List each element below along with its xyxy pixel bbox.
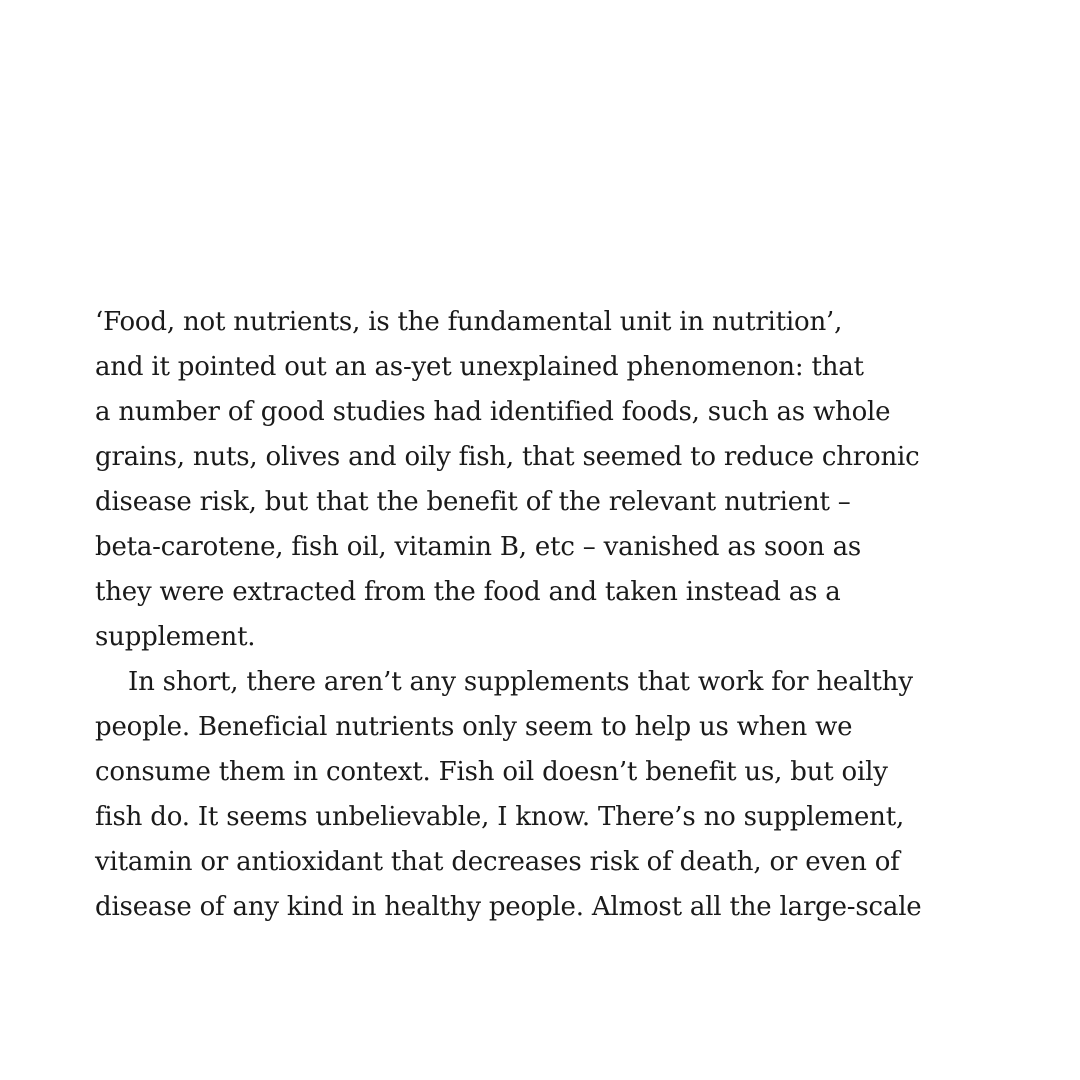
paragraph-line: beta-carotene, fish oil, vitamin B, etc – vanished as soon as bbox=[95, 532, 862, 562]
paragraph-line: people. Beneficial nutrients only seem to help us when we bbox=[95, 712, 853, 742]
paragraph-line: and it pointed out an as-yet unexplained phenomenon: that bbox=[95, 352, 864, 382]
paragraph-line: consume them in context. Fish oil doesn’t benefit us, but oily bbox=[95, 757, 888, 787]
paragraph-line: supplement. bbox=[95, 622, 256, 652]
paragraph-line: vitamin or antioxidant that decreases risk of death, or even of bbox=[95, 847, 900, 877]
paragraph-line: a number of good studies had identified foods, such as whole bbox=[95, 397, 891, 427]
paragraph-line: they were extracted from the food and taken instead as a bbox=[95, 577, 841, 607]
paragraph-line-text: ‘Food, not nutrients, is the fundamental unit in nutrition’, bbox=[95, 307, 843, 337]
paragraph-line: disease risk, but that the benefit of the relevant nutrient – bbox=[95, 487, 851, 517]
paragraph-line: In short, there aren’t any supplements that work for healthy bbox=[128, 667, 913, 697]
paragraph-line bbox=[95, 300, 995, 345]
paragraph-line: disease of any kind in healthy people. Almost all the large-scale bbox=[95, 892, 922, 922]
paragraph-line: grains, nuts, olives and oily fish, that seemed to reduce chronic bbox=[95, 442, 920, 472]
paragraph-line: fish do. It seems unbelievable, I know. There’s no supplement, bbox=[95, 802, 905, 832]
